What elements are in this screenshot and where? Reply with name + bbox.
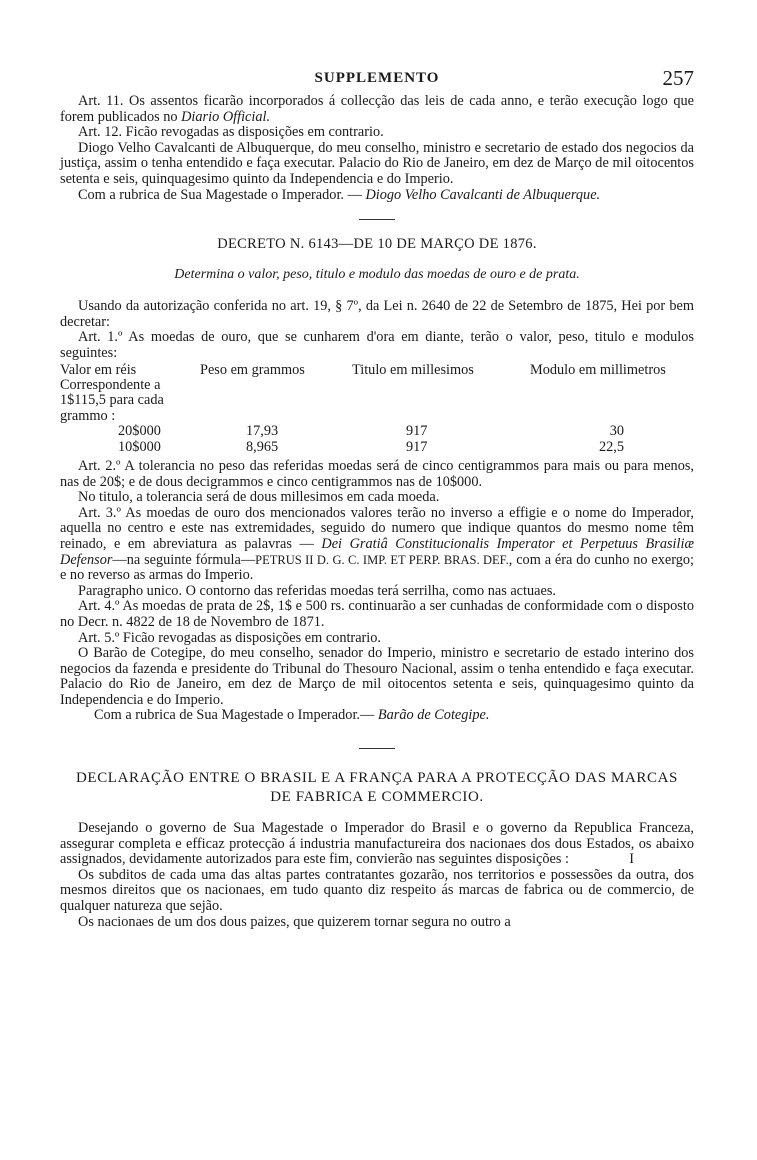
coin-formula: PETRUS II D. G. C. IMP. ET PERP. BRAS. DEF. [255, 552, 509, 567]
column-header: Peso em grammos [200, 361, 305, 378]
article-4: Art. 4.º As moedas de prata de 2$, 1$ e 500 rs. continuarão a ser cunhadas de conformidade com o disposto no Decr. n. 4822 de 18 de Novembro de 1871. [60, 598, 694, 630]
article-3: Art. 3.º As moedas de ouro dos mencionados valores terão no inverso a effigie e o nome do Imperador, aquella no centro e este nas extremidades, seguido do numero que indique quantos do mesmo nome têm reinado, e em abreviatura as palavras — Dei Gratiâ Constitucionalis Imperator et Perpetuus Brasiliæ Defensor—na seguinte fórmula—PETRUS II D. G. C. IMP. ET PERP. BRAS. DEF., com a éra do cunho no exergo; e no reverso as armas do Imperio. [60, 504, 695, 584]
table-cell: 8,965 [246, 438, 279, 455]
coin-table [60, 363, 694, 455]
table-cell: 30 [609, 423, 624, 440]
paragrapho-unico: Paragrapho unico. O contorno das referidas moedas terá serrilha, como nas actuaes. [78, 582, 556, 599]
declaration-paragraph: Os nacionaes de um dos dous paizes, que quizerem tornar segura no outro a [78, 913, 511, 930]
declaration-preamble: Desejando o governo de Sua Magestade o Imperador do Brasil e o governo da Republica Franceza, assegurar completa e efficaz protecção á industria manufactureira dos nacionaes dos dous Estados, os abaixo assignados, devidamente autorizados para este fim, convierão nas seguintes disposições : I [60, 820, 694, 868]
article-11: Art. 11. Os assentos ficarão incorporados á collecção das leis de cada anno, e terão execução logo que forem publicados no Diario Official. [60, 93, 694, 125]
closing-paragraph: Diogo Velho Cavalcanti de Albuquerque, do meu conselho, ministro e secretario de estado dos negocios da justiça, assim o tenha entendido e faça executar. Palacio do Rio de Janeiro, em dez de Março de mil oitocentos setenta e seis, quinquagesimo quinto da Independencia e do Imperio. [60, 139, 694, 187]
closing-paragraph: O Barão de Cotegipe, do meu conselho, senador do Imperio, ministro e secretario de estado interino dos negocios da fazenda e presidente do Tribunal do Thesouro Nacional, assim o tenha entendido e faça executar. Palacio do Rio de Janeiro, em dez de Março de mil oitocentos setenta e seis, quinquagesimo quinto da Independencia e do Imperio. [60, 645, 694, 708]
preamble: Usando da autorização conferida no art. 19, § 7º, da Lei n. 2640 de 22 de Setembro de 1875, Hei por bem decretar: [60, 298, 694, 330]
article-1: Art. 1.º As moedas de ouro, que se cunharem d'ora em diante, terão o valor, peso, titulo e modulos seguintes: [60, 329, 694, 361]
section-divider [359, 748, 395, 749]
declaration-paragraph: Os subditos de cada uma das altas partes contratantes gozarão, nos territorios e possessões da outra, dos mesmos direitos que os nacionaes, em tudo quanto diz respeito ás marcas de fabrica ou de commercio, de qualquer natureza que sejão. [60, 866, 694, 915]
rubric-line: Com a rubrica de Sua Magestade o Imperador. — Diogo Velho Cavalcanti de Albuquerque. [78, 186, 601, 203]
article-5: Art. 5.º Ficão revogadas as disposições em contrario. [78, 629, 381, 646]
table-row [60, 440, 694, 455]
decree-6143 [60, 236, 694, 724]
signature: Barão de Cotegipe. [377, 707, 490, 724]
table-cell: 917 [406, 423, 428, 440]
decree-summary: Determina o valor, peso, titulo e modulo das moedas de ouro e de prata. [174, 267, 580, 283]
signature: Diogo Velho Cavalcanti de Albuquerque. [365, 186, 601, 203]
latin-inscription: Dei Gratiâ Constitucionalis Imperator et Perpetuus Brasiliæ Defensor [60, 535, 694, 568]
article-12: Art. 12. Ficão revogadas as disposições em contrario. [78, 124, 384, 141]
section-divider [359, 219, 395, 220]
article-2-titulo: No titulo, a tolerancia será de dous millesimos em cada moeda. [78, 489, 440, 506]
document-page [60, 68, 694, 930]
rubric-line: Com a rubrica de Sua Magestade o Imperador.— Barão de Cotegipe. [94, 707, 490, 724]
decree-title: DECRETO N. 6143—DE 10 DE MARÇO DE 1876. [217, 236, 537, 253]
table-cell: 17,93 [246, 423, 279, 440]
page-header [60, 68, 694, 90]
decree-previous-tail [60, 94, 694, 203]
official-gazette: Diario Official. [181, 108, 271, 125]
table-row [60, 424, 694, 439]
table-cell: 10$000 [118, 438, 161, 455]
table-cell: 917 [406, 438, 428, 455]
article-2: Art. 2.º A tolerancia no peso das referidas moedas será de cinco centigrammos para mais ou para menos, nas de 20$; e de dous decigrammos e cinco centigrammos nas de 10$000. [60, 457, 694, 490]
column-header: Valor em réis Correspondente a 1$115,5 para cada grammo : [60, 361, 164, 424]
section-mark: I [629, 851, 634, 868]
declaration-title: DECLARAÇÃO ENTRE O BRASIL E A FRANÇA PARA A PROTECÇÃO DAS MARCAS DE FABRICA E COMMERCIO. [76, 770, 678, 806]
running-title: SUPPLEMENTO [314, 70, 440, 86]
table-cell: 22,5 [598, 438, 624, 455]
declaration-brasil-franca [60, 769, 694, 930]
column-header: Modulo em millimetros [530, 361, 666, 378]
column-header: Titulo em millesimos [352, 361, 474, 378]
table-header-row [60, 363, 694, 425]
table-cell: 20$000 [118, 423, 161, 440]
page-number: 257 [662, 66, 694, 90]
